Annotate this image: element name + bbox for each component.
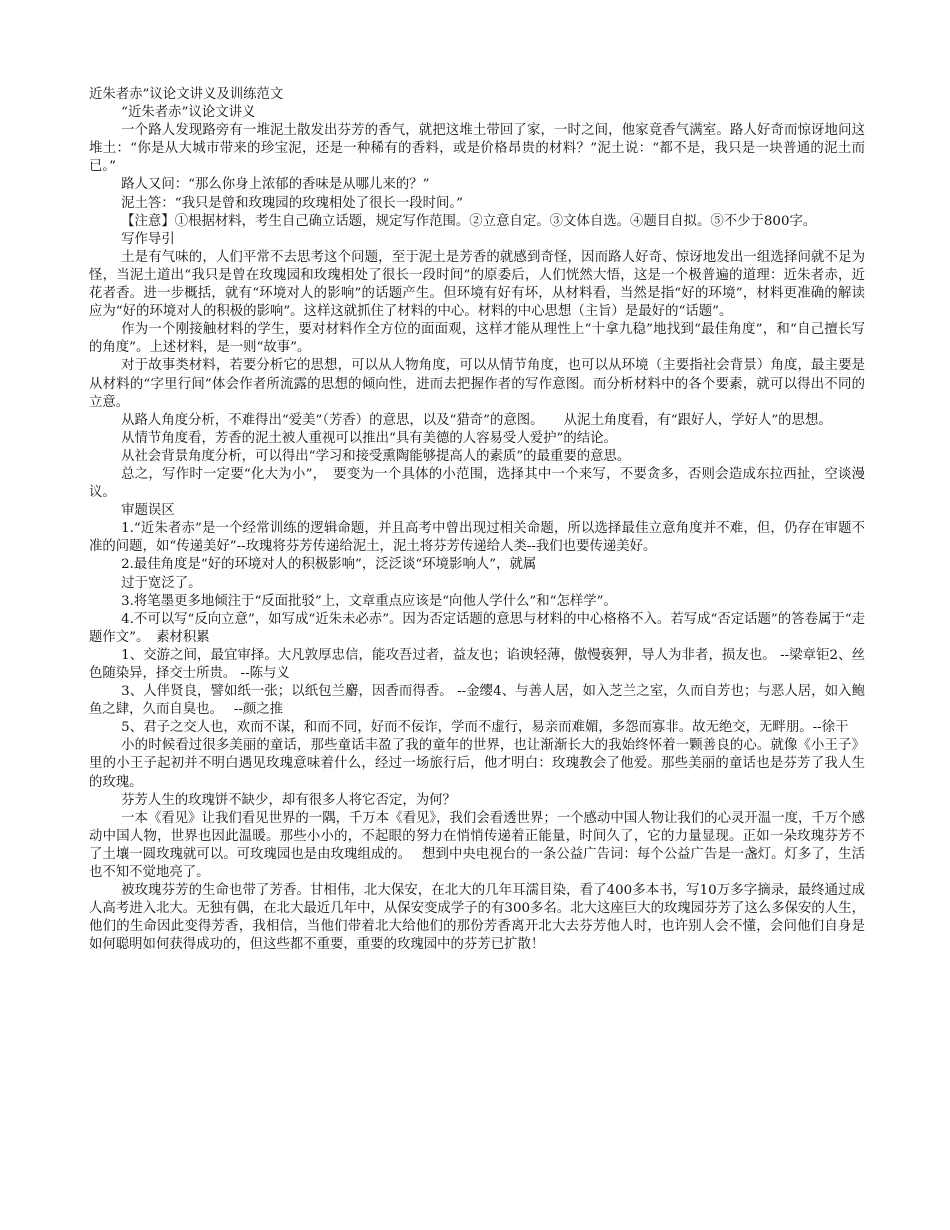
paragraph: 3.将笔墨更多地倾注于“反面批驳”上，文章重点应该是“向他人学什么”和“怎样学”。	[121, 593, 617, 609]
paragraph: 作为一个刚接触材料的学生，要对材料作全方位的面面观，这样才能从理性上“十拿九稳”地找到“最佳角度”，和“自己擅长写的角度”。上述材料，是一则“故事”。	[89, 322, 865, 356]
quote-paragraph: 5、君子之交人也，欢而不谋，和而不同，好而不佞诈，学而不虚行，易亲而难媚，多怨而寡非。故无绝交，无畔朋。--徐干	[121, 720, 849, 736]
paragraph: 过于宽泛了。	[121, 575, 202, 591]
paragraph: 从情节角度看，芳香的泥土被人重视可以推出“具有美德的人容易受人爱护”的结论。	[121, 430, 617, 446]
paragraph: 一个路人发现路旁有一堆泥土散发出芬芳的香气，就把这堆土带回了家，一时之间，他家竟香气满室。路人好奇而惊讶地问这堆土：“你是从大城市带来的珍宝泥，还是一种稀有的香料，或是价格昂贵的材料？”泥土说：“都不是，我只是一块普通的泥土而已。”	[89, 123, 865, 175]
section-heading: “近朱者赤”议论文讲义	[121, 105, 256, 121]
document-title: 近朱者赤”议论文讲义及训练范文	[89, 87, 284, 102]
section-heading: 写作导引	[121, 231, 175, 247]
document-body	[89, 86, 865, 955]
paragraph: 2.最佳角度是“好的环境对人的积极影响”，泛泛谈“环境影响人”，就属	[121, 557, 537, 573]
paragraph: 对于故事类材料，若要分析它的思想，可以从人物角度，可以从情节角度，也可以从环境（主要指社会背景）角度，最主要是从材料的“字里行间”体会作者所流露的思想的倾向性，进而去把握作者的写作意图。而分析材料中的各个要素，就可以得出不同的立意。	[89, 358, 865, 410]
paragraph: 小的时候看过很多美丽的童话，那些童话丰盈了我的童年的世界，也让渐渐长大的我始终怀着一颗善良的心。就像《小王子》里的小王子起初并不明白遇见玫瑰意味着什么，经过一场旅行后，他才明白：玫瑰教会了他爱。那些美丽的童话也是芬芳了我人生的玫瑰。	[89, 738, 865, 790]
paragraph: 泥土答：“我只是曾和玫瑰园的玫瑰相处了很长一段时间。”	[121, 195, 463, 211]
paragraph: 一本《看见》让我们看见世界的一隅，千万本《看见》，我们会看透世界；一个感动中国人物让我们的心灵开温一度，千万个感动中国人物，世界也因此温暖。那些小小的，不起眼的努力在悄悄传递着正能量，时间久了，它的力量显现。正如一朵玫瑰芬芳不了土壤一圆玫瑰就可以。可玫瑰园也是由玫瑰组成的。 想到中央电视台的一条公益广告词：每个公益广告是一盏灯。灯多了，生活也不知不觉地亮了。	[89, 810, 865, 881]
paragraph: 1.“近朱者赤”是一个经常训练的逻辑命题，并且高考中曾出现过相关命题，所以选择最佳立意角度并不难，但，仍存在审题不准的问题，如“传递美好”--玫瑰将芬芳传递给泥土，泥土将芬芳传递给人类--我们也要传递美好。	[89, 521, 865, 555]
section-heading: 审题误区	[121, 503, 175, 519]
quote-paragraph: 3、人伴贤良，譬如纸一张；以纸包兰麝，因香而得香。 --金缨4、与善人居，如入芝兰之室，久而自芳也；与恶人居，如入鲍鱼之肆，久而自臭也。 --颜之推	[89, 684, 865, 718]
paragraph: 芬芳人生的玫瑰饼不缺少，却有很多人将它否定，为何？	[121, 792, 456, 808]
paragraph: 从社会背景角度分析，可以得出“学习和接受熏陶能够提高人的素质”的最重要的意思。	[121, 448, 631, 464]
paragraph: 4.不可以写“反向立意”，如写成“近朱未必赤”。因为否定话题的意思与材料的中心格格不入。若写成“否定话题”的答卷属于“走题作文”。 素材积累	[89, 611, 865, 645]
quote-paragraph: 1、交游之间，最宜审择。大凡敦厚忠信，能攻吾过者，益友也；谄谀轻薄，傲慢亵狎，导人为非者，损友也。 --梁章钜2、丝色随染异，择交士所贵。 --陈与义	[89, 647, 865, 681]
paragraph: 路人又问：“那么你身上浓郁的香味是从哪儿来的？”	[121, 177, 430, 193]
notice-paragraph: 【注意】①根据材料，考生自己确立话题，规定写作范围。②立意自定。③文体自选。④题目自拟。⑤不少于800字。	[121, 213, 817, 229]
paragraph: 总之，写作时一定要“化大为小”， 要变为一个具体的小范围，选择其中一个来写，不要贪多，否则会造成东拉西扯，空谈漫议。	[89, 466, 865, 501]
paragraph: 被玫瑰芬芳的生命也带了芳香。甘相伟，北大保安，在北大的几年耳濡目染，看了400多本书，写10万多字摘录，最终通过成人高考进入北大。无独有偶，在北大最近几年中，从保安变成学子的有300多名。北大这座巨大的玫瑰园芬芳了这么多保安的人生，他们的生命因此变得芳香，我相信，当他们带着北大给他们的那份芳香离开北大去芬芳他人时，也许别人会不懂，会问他们自身是如何聪明如何获得成功的，但这些都不重要，重要的玫瑰园中的芬芳已扩散！	[89, 883, 865, 953]
paragraph: 土是有气味的，人们平常不去思考这个问题，至于泥土是芳香的就感到奇怪，因而路人好奇、惊讶地发出一组选择问就不足为怪，当泥土道出“我只是曾在玫瑰园和玫瑰相处了很长一段时间”的原委后，人们恍然大悟，这是一个极普遍的道理：近朱者赤，近花者香。进一步概括，就有“环境对人的影响”的话题产生。但环境有好有坏，从材料看，当然是指“好的环境”，材料更准确的解读应为“好的环境对人的积极的影响”。这样这就抓住了材料的中心。材料的中心思想（主旨）是最好的“话题”。	[89, 249, 865, 320]
paragraph: 从路人角度分析，不难得出“爱美”（芳香）的意思，以及“猎奇”的意图。 从泥土角度看，有“跟好人，学好人”的思想。	[121, 412, 832, 428]
